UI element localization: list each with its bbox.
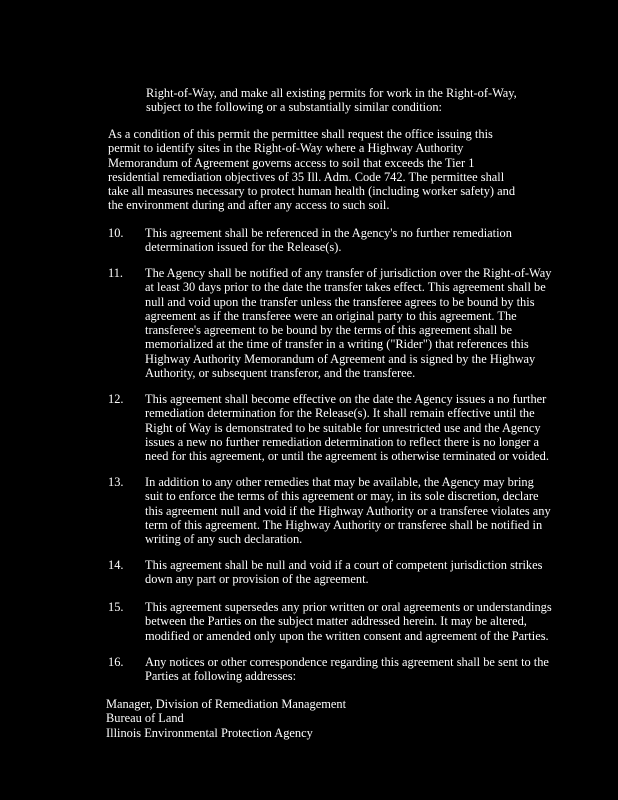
item-number: 13. [108,475,124,489]
item-number: 15. [108,600,124,614]
item-text [145,266,552,381]
text-line: at least 30 days prior to the date the transfer takes effect. This agreement shall be [145,280,546,295]
address-line: Illinois Environmental Protection Agency [106,725,313,740]
text-line: term of this agreement. The Highway Authority or transferee shall be notified in [145,517,543,532]
item-text [145,392,547,463]
text-line: down any part or provision of the agreement. [145,572,369,587]
item-number: 14. [108,558,124,572]
text-line: take all measures necessary to protect human health (including worker safety) and [108,184,516,199]
text-line: issues a new no further remediation determination to reflect there is no longer a [145,434,539,449]
text-line: agreement as if the transferee were an original party to this agreement. The [145,308,517,323]
address-line: Manager, Division of Remediation Management [106,697,347,711]
text-line: memorialized at the time of transfer in a writing ("Rider") that references this [145,337,529,352]
text-line: Highway Authority Memorandum of Agreement and is signed by the Highway [145,351,536,366]
item-text [145,226,547,255]
text-line: Memorandum of Agreement governs access to soil that exceeds the Tier 1 [108,155,475,170]
text-line: This agreement shall be null and void if a court of competent jurisdiction strikes [145,558,543,572]
text-line: suit to enforce the terms of this agreement or may, in its sole discretion, declare [145,489,539,504]
text-line: remediation determination for the Release(s). It shall remain effective until the [145,406,535,421]
item-number: 10. [108,226,124,240]
text-line: modified or amended only upon the written consent and agreement of the Parties. [145,628,549,643]
text-line: between the Parties on the subject matter addressed herein. It may be altered, [145,614,527,629]
item-number: 11. [108,266,124,280]
text-line: need for this agreement, or until the agreement is otherwise terminated or voided. [145,449,549,464]
condition-paragraph [108,127,518,213]
continuation-paragraph [146,86,526,115]
text-line: Any notices or other correspondence regarding this agreement shall be sent to the [145,655,549,669]
item-text [145,600,552,643]
text-line: This agreement shall be referenced in the Agency's no further remediation [145,226,512,240]
text-line: permit to identify sites in the Right-of-Way where a Highway Authority [108,141,464,156]
text-line: subject to the following or a substantially similar condition: [146,100,442,115]
text-line: transferee's agreement to be bound by the terms of this agreement shall be [145,323,512,338]
text-line: Authority, or subsequent transferor, and the transferee. [145,366,416,381]
text-line: residential remediation objectives of 35 Ill. Adm. Code 742. The permittee shall [108,169,505,184]
address-line: Bureau of Land [106,711,184,726]
text-line: null and void upon the transfer unless the transferee agrees to be bound by this [145,294,535,309]
text-line: As a condition of this permit the permittee shall request the office issuing this [108,127,493,141]
text-line: Right of Way is demonstrated to be suitable for unrestricted use and the Agency [145,420,541,435]
text-line: This agreement supersedes any prior written or oral agreements or understandings [145,600,552,614]
text-line: This agreement shall become effective on the date the Agency issues a no further [145,392,547,406]
address-block [106,697,406,740]
item-number: 16. [108,655,124,669]
text-line: the environment during and after any access to such soil. [108,198,390,213]
item-text [145,475,551,547]
text-line: The Agency shall be notified of any transfer of jurisdiction over the Right-of-Way [145,266,552,280]
text-line: Parties at following addresses: [145,669,297,684]
text-line: In addition to any other remedies that may be available, the Agency may bring [145,475,534,489]
item-text [145,558,547,587]
text-line: this agreement null and void if the Highway Authority or a transferee violates any [145,503,551,518]
item-text [145,655,547,684]
text-line: writing of any such declaration. [145,532,303,547]
item-number: 12. [108,392,124,406]
text-line: Right-of-Way, and make all existing permits for work in the Right-of-Way, [146,86,517,100]
text-line: determination issued for the Release(s). [145,240,342,255]
